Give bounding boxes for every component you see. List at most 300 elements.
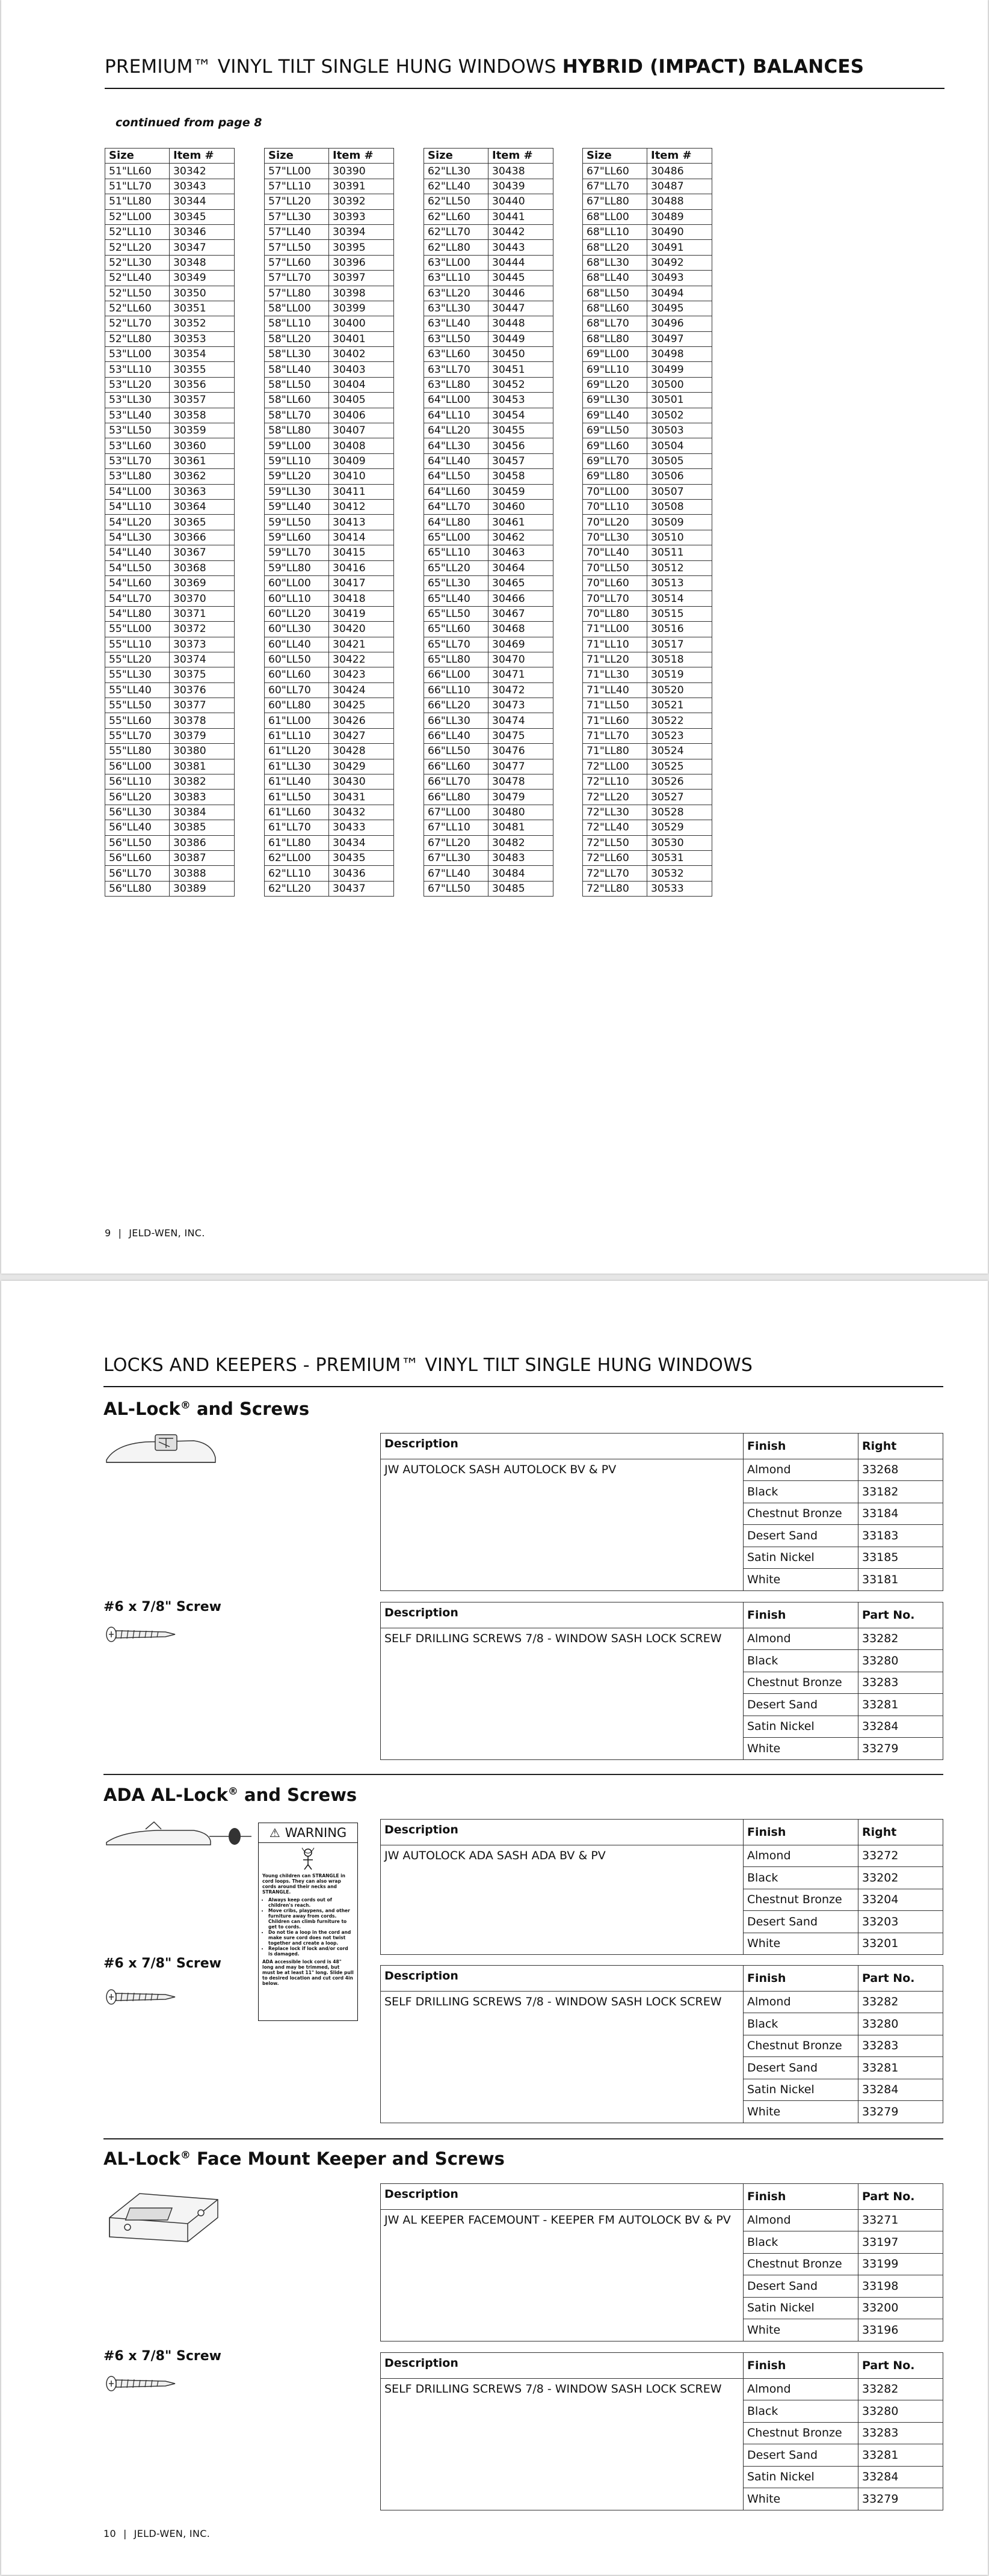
item-cell: 30462: [488, 530, 553, 545]
ada-lock-image: [103, 1818, 254, 1854]
size-cell: 72"LL50: [583, 835, 647, 850]
size-cell: 71"LL30: [583, 667, 647, 682]
size-cell: 69"LL00: [583, 347, 647, 362]
ada-screw-table: Description Finish Part No. SELF DRILLING SCREWS 7/8 - WINDOW SASH LOCK SCREW Almond 33282 Black 33280 Chestnut Bronze 33283 Desert Sand 33281 Satin Nickel 33284 White 33279: [380, 1965, 943, 2123]
title-divider: [103, 1386, 943, 1387]
table-row: [105, 545, 235, 560]
size-cell: 72"LL30: [583, 805, 647, 820]
table-row: [583, 637, 712, 652]
table-row: [583, 469, 712, 484]
table-row: [265, 805, 394, 820]
table-row: [105, 164, 235, 179]
size-cell: 70"LL10: [583, 499, 647, 514]
size-cell: 59"LL60: [265, 530, 329, 545]
item-cell: 30486: [647, 164, 712, 179]
col-size: Size: [583, 149, 647, 164]
table-row: [265, 271, 394, 286]
item-cell: 30361: [170, 453, 235, 468]
table-row: [583, 622, 712, 637]
size-cell: 54"LL40: [105, 545, 170, 560]
table-row: [265, 591, 394, 606]
item-cell: 30386: [170, 835, 235, 850]
table-row: [105, 881, 235, 896]
size-cell: 57"LL30: [265, 209, 329, 224]
size-cell: 63"LL00: [424, 255, 488, 270]
item-cell: 30417: [329, 575, 394, 590]
size-cell: 56"LL50: [105, 835, 170, 850]
size-cell: 56"LL70: [105, 866, 170, 881]
table-row: [583, 667, 712, 682]
item-cell: 30501: [647, 393, 712, 408]
table-row: [265, 606, 394, 621]
table-row: [105, 179, 235, 194]
table-row: [583, 591, 712, 606]
size-cell: 57"LL00: [265, 164, 329, 179]
item-cell: 30432: [329, 805, 394, 820]
item-cell: 30520: [647, 682, 712, 698]
size-cell: 58"LL10: [265, 316, 329, 331]
size-cell: 69"LL30: [583, 393, 647, 408]
item-cell: 30396: [329, 255, 394, 270]
table-row: [265, 744, 394, 759]
item-cell: 30484: [488, 866, 553, 881]
table-row: [265, 408, 394, 423]
size-cell: 55"LL20: [105, 652, 170, 667]
item-cell: 30459: [488, 484, 553, 499]
section-title-al-lock: AL-Lock® and Screws: [103, 1399, 310, 1419]
item-cell: 30354: [170, 347, 235, 362]
table-row: [424, 408, 553, 423]
size-cell: 71"LL10: [583, 637, 647, 652]
table-row: [265, 575, 394, 590]
table-row: [424, 591, 553, 606]
size-cell: 66"LL80: [424, 790, 488, 805]
size-cell: 53"LL20: [105, 377, 170, 392]
size-cell: 57"LL40: [265, 224, 329, 239]
size-cell: 59"LL50: [265, 515, 329, 530]
table-row: [583, 209, 712, 224]
item-cell: 30498: [647, 347, 712, 362]
size-cell: 66"LL10: [424, 682, 488, 698]
item-cell: 30368: [170, 560, 235, 575]
balance-table-1: [105, 148, 235, 897]
table-row: [265, 347, 394, 362]
item-cell: 30408: [329, 438, 394, 453]
size-cell: 69"LL20: [583, 377, 647, 392]
item-cell: 30348: [170, 255, 235, 270]
item-cell: 30454: [488, 408, 553, 423]
item-cell: 30345: [170, 209, 235, 224]
screw-description: SELF DRILLING SCREWS 7/8 - WINDOW SASH LOCK SCREW: [381, 2378, 744, 2510]
size-cell: 58"LL60: [265, 393, 329, 408]
page-footer: 9 | JELD-WEN, INC.: [105, 1227, 205, 1239]
item-cell: 30409: [329, 453, 394, 468]
item-cell: 30365: [170, 515, 235, 530]
size-cell: 70"LL60: [583, 575, 647, 590]
size-cell: 61"LL00: [265, 713, 329, 728]
item-cell: 30379: [170, 728, 235, 743]
item-cell: 30470: [488, 652, 553, 667]
size-cell: 56"LL10: [105, 774, 170, 790]
table-row: [105, 301, 235, 316]
item-cell: 30363: [170, 484, 235, 499]
size-cell: 59"LL30: [265, 484, 329, 499]
size-cell: 69"LL50: [583, 423, 647, 438]
keeper-image: [103, 2182, 224, 2254]
item-cell: 30421: [329, 637, 394, 652]
size-cell: 66"LL00: [424, 667, 488, 682]
size-cell: 53"LL70: [105, 453, 170, 468]
item-cell: 30509: [647, 515, 712, 530]
size-cell: 58"LL50: [265, 377, 329, 392]
size-cell: 51"LL70: [105, 179, 170, 194]
size-cell: 55"LL60: [105, 713, 170, 728]
size-cell: 55"LL10: [105, 637, 170, 652]
size-cell: 58"LL40: [265, 362, 329, 377]
col-item: Item #: [647, 149, 712, 164]
table-row: [424, 515, 553, 530]
size-cell: 52"LL80: [105, 331, 170, 346]
item-cell: 30530: [647, 835, 712, 850]
table-row: [583, 530, 712, 545]
item-cell: 30366: [170, 530, 235, 545]
item-cell: 30473: [488, 698, 553, 713]
page-number: 10: [103, 2528, 116, 2539]
size-cell: 60"LL50: [265, 652, 329, 667]
warning-triangle-icon: ⚠: [269, 1825, 280, 1840]
table-row: [105, 286, 235, 301]
size-cell: 52"LL40: [105, 271, 170, 286]
screw-description: SELF DRILLING SCREWS 7/8 - WINDOW SASH LOCK SCREW: [381, 1991, 744, 2123]
table-row: [424, 790, 553, 805]
size-cell: 70"LL40: [583, 545, 647, 560]
item-cell: 30472: [488, 682, 553, 698]
table-row: [105, 866, 235, 881]
table-row: [105, 682, 235, 698]
size-cell: 64"LL30: [424, 438, 488, 453]
al-lock-image: [103, 1431, 218, 1467]
item-cell: 30532: [647, 866, 712, 881]
item-cell: 30492: [647, 255, 712, 270]
item-cell: 30419: [329, 606, 394, 621]
size-cell: 70"LL80: [583, 606, 647, 621]
page-title-locks: LOCKS AND KEEPERS - PREMIUM™ VINYL TILT SINGLE HUNG WINDOWS: [103, 1355, 753, 1376]
size-cell: 65"LL60: [424, 622, 488, 637]
size-cell: 53"LL30: [105, 393, 170, 408]
table-row: [105, 255, 235, 270]
table-row: [265, 362, 394, 377]
size-cell: 70"LL20: [583, 515, 647, 530]
size-cell: 53"LL00: [105, 347, 170, 362]
item-cell: 30375: [170, 667, 235, 682]
item-cell: 30410: [329, 469, 394, 484]
table-row: [583, 835, 712, 850]
table-row: [583, 759, 712, 774]
table-row: [583, 453, 712, 468]
item-cell: 30424: [329, 682, 394, 698]
item-cell: 30374: [170, 652, 235, 667]
table-row: [265, 560, 394, 575]
size-cell: 72"LL70: [583, 866, 647, 881]
col-size: Size: [424, 149, 488, 164]
table-header-row: [424, 149, 553, 164]
size-cell: 62"LL50: [424, 194, 488, 209]
item-cell: 30389: [170, 881, 235, 896]
size-cell: 62"LL00: [265, 850, 329, 865]
item-cell: 30497: [647, 331, 712, 346]
size-cell: 67"LL30: [424, 850, 488, 865]
item-cell: 30436: [329, 866, 394, 881]
table-row: [105, 744, 235, 759]
item-cell: 30352: [170, 316, 235, 331]
size-cell: 60"LL60: [265, 667, 329, 682]
table-row: [583, 179, 712, 194]
table-row: [105, 835, 235, 850]
size-cell: 63"LL50: [424, 331, 488, 346]
item-cell: 30449: [488, 331, 553, 346]
item-cell: 30420: [329, 622, 394, 637]
table-row: [105, 667, 235, 682]
size-cell: 69"LL80: [583, 469, 647, 484]
size-cell: 71"LL00: [583, 622, 647, 637]
size-cell: 65"LL40: [424, 591, 488, 606]
section-title-ada-al-lock: ADA AL-Lock® and Screws: [103, 1785, 357, 1805]
size-cell: 55"LL40: [105, 682, 170, 698]
item-cell: 30383: [170, 790, 235, 805]
item-cell: 30495: [647, 301, 712, 316]
item-cell: 30350: [170, 286, 235, 301]
table-row: [424, 713, 553, 728]
size-cell: 68"LL50: [583, 286, 647, 301]
table-row: [265, 286, 394, 301]
table-row: [105, 438, 235, 453]
table-row: [583, 682, 712, 698]
table-row: [105, 790, 235, 805]
table-row: [265, 224, 394, 239]
size-cell: 58"LL00: [265, 301, 329, 316]
table-row: [265, 881, 394, 896]
item-cell: 30461: [488, 515, 553, 530]
item-cell: 30394: [329, 224, 394, 239]
size-cell: 72"LL20: [583, 790, 647, 805]
item-cell: 30527: [647, 790, 712, 805]
size-cell: 61"LL10: [265, 728, 329, 743]
size-cell: 71"LL60: [583, 713, 647, 728]
size-cell: 63"LL30: [424, 301, 488, 316]
table-row: [424, 652, 553, 667]
table-row: [424, 759, 553, 774]
screw-label: #6 x 7/8" Screw: [103, 2349, 222, 2364]
table-row: [265, 255, 394, 270]
size-cell: 55"LL80: [105, 744, 170, 759]
table-row: [265, 682, 394, 698]
ada-lock-table: Description Finish Right JW AUTOLOCK ADA SASH ADA BV & PV Almond 33272 Black 33202 Chestnut Bronze 33204 Desert Sand 33203 White 33201: [380, 1819, 943, 1955]
table-row: [583, 545, 712, 560]
size-cell: 54"LL20: [105, 515, 170, 530]
table-row: [583, 698, 712, 713]
size-cell: 65"LL20: [424, 560, 488, 575]
item-cell: 30508: [647, 499, 712, 514]
item-cell: 30399: [329, 301, 394, 316]
size-cell: 51"LL60: [105, 164, 170, 179]
table-row: [105, 209, 235, 224]
table-row: [105, 393, 235, 408]
table-row: [105, 362, 235, 377]
item-cell: 30371: [170, 606, 235, 621]
item-cell: 30469: [488, 637, 553, 652]
balance-table-2: [264, 148, 394, 897]
table-row: [424, 637, 553, 652]
size-cell: 61"LL50: [265, 790, 329, 805]
page-title: PREMIUM™ VINYL TILT SINGLE HUNG WINDOWS HYBRID (IMPACT) BALANCES: [105, 56, 864, 78]
item-cell: 30524: [647, 744, 712, 759]
size-cell: 64"LL80: [424, 515, 488, 530]
table-row: [424, 530, 553, 545]
item-cell: 30378: [170, 713, 235, 728]
screw-label: #6 x 7/8" Screw: [103, 1956, 222, 1971]
size-cell: 64"LL60: [424, 484, 488, 499]
size-cell: 68"LL30: [583, 255, 647, 270]
table-row: [583, 408, 712, 423]
item-cell: 30346: [170, 224, 235, 239]
size-cell: 51"LL80: [105, 194, 170, 209]
size-cell: 62"LL20: [265, 881, 329, 896]
size-cell: 69"LL40: [583, 408, 647, 423]
item-cell: 30437: [329, 881, 394, 896]
table-row: [583, 377, 712, 392]
item-cell: 30467: [488, 606, 553, 621]
item-cell: 30360: [170, 438, 235, 453]
size-cell: 68"LL70: [583, 316, 647, 331]
size-cell: 64"LL20: [424, 423, 488, 438]
table-row: [105, 560, 235, 575]
size-cell: 67"LL20: [424, 835, 488, 850]
size-cell: 65"LL80: [424, 652, 488, 667]
table-row: [583, 575, 712, 590]
item-cell: 30502: [647, 408, 712, 423]
item-cell: 30406: [329, 408, 394, 423]
table-row: [265, 713, 394, 728]
item-cell: 30475: [488, 728, 553, 743]
size-cell: 70"LL70: [583, 591, 647, 606]
item-cell: 30397: [329, 271, 394, 286]
table-row: [105, 622, 235, 637]
table-row: [424, 179, 553, 194]
table-row: [424, 728, 553, 743]
table-row: [265, 774, 394, 790]
item-cell: 30460: [488, 499, 553, 514]
table-row: [424, 377, 553, 392]
size-cell: 72"LL60: [583, 850, 647, 865]
table-row: [424, 209, 553, 224]
size-cell: 72"LL10: [583, 774, 647, 790]
item-cell: 30390: [329, 164, 394, 179]
size-cell: 56"LL30: [105, 805, 170, 820]
item-cell: 30342: [170, 164, 235, 179]
table-row: [105, 499, 235, 514]
table-row: [583, 240, 712, 255]
table-header-row: [265, 149, 394, 164]
table-row: [583, 393, 712, 408]
item-cell: 30380: [170, 744, 235, 759]
item-cell: 30489: [647, 209, 712, 224]
size-cell: 59"LL40: [265, 499, 329, 514]
size-cell: 67"LL00: [424, 805, 488, 820]
table-row: [265, 438, 394, 453]
size-cell: 52"LL30: [105, 255, 170, 270]
item-cell: 30485: [488, 881, 553, 896]
size-cell: 52"LL50: [105, 286, 170, 301]
table-row: [583, 438, 712, 453]
item-cell: 30483: [488, 850, 553, 865]
size-cell: 64"LL00: [424, 393, 488, 408]
size-cell: 65"LL70: [424, 637, 488, 652]
size-cell: 68"LL80: [583, 331, 647, 346]
size-cell: 57"LL70: [265, 271, 329, 286]
size-cell: 67"LL80: [583, 194, 647, 209]
table-row: [424, 423, 553, 438]
table-row: [424, 255, 553, 270]
size-cell: 52"LL10: [105, 224, 170, 239]
table-row: [265, 866, 394, 881]
item-cell: 30448: [488, 316, 553, 331]
table-row: [105, 850, 235, 865]
size-cell: 63"LL80: [424, 377, 488, 392]
table-row: [105, 377, 235, 392]
table-row: [583, 881, 712, 896]
item-cell: 30400: [329, 316, 394, 331]
size-cell: 53"LL40: [105, 408, 170, 423]
item-cell: 30531: [647, 850, 712, 865]
item-cell: 30487: [647, 179, 712, 194]
size-cell: 66"LL60: [424, 759, 488, 774]
page-number: 9: [105, 1227, 111, 1239]
lock-description: JW AUTOLOCK ADA SASH ADA BV & PV: [381, 1845, 744, 1955]
size-cell: 70"LL30: [583, 530, 647, 545]
item-cell: 30387: [170, 850, 235, 865]
item-cell: 30478: [488, 774, 553, 790]
size-cell: 55"LL50: [105, 698, 170, 713]
size-cell: 53"LL50: [105, 423, 170, 438]
company-name: JELD-WEN, INC.: [129, 1227, 205, 1239]
table-row: [583, 423, 712, 438]
item-cell: 30529: [647, 820, 712, 835]
size-cell: 64"LL10: [424, 408, 488, 423]
table-row: [424, 194, 553, 209]
keeper-table: Description Finish Part No. JW AL KEEPER FACEMOUNT - KEEPER FM AUTOLOCK BV & PV Almond 33271 Black 33197 Chestnut Bronze 33199 Desert Sand 33198 Satin Nickel 33200 White 33196: [380, 2183, 943, 2341]
table-row: [424, 240, 553, 255]
item-cell: 30493: [647, 271, 712, 286]
size-cell: 54"LL10: [105, 499, 170, 514]
table-row: [105, 194, 235, 209]
item-cell: 30438: [488, 164, 553, 179]
table-row: [424, 698, 553, 713]
table-row: [424, 881, 553, 896]
item-cell: 30506: [647, 469, 712, 484]
size-cell: 60"LL30: [265, 622, 329, 637]
table-row: [583, 850, 712, 865]
size-cell: 59"LL00: [265, 438, 329, 453]
size-cell: 71"LL20: [583, 652, 647, 667]
size-cell: 55"LL70: [105, 728, 170, 743]
item-cell: 30407: [329, 423, 394, 438]
item-cell: 30405: [329, 393, 394, 408]
al-lock-table: Description Finish Right JW AUTOLOCK SASH AUTOLOCK BV & PV Almond 33268 Black 33182 Chestnut Bronze 33184 Desert Sand 33183 Satin Nickel 33185 White 33181: [380, 1433, 943, 1591]
table-row: [583, 194, 712, 209]
item-cell: 30464: [488, 560, 553, 575]
item-cell: 30373: [170, 637, 235, 652]
item-cell: 30533: [647, 881, 712, 896]
